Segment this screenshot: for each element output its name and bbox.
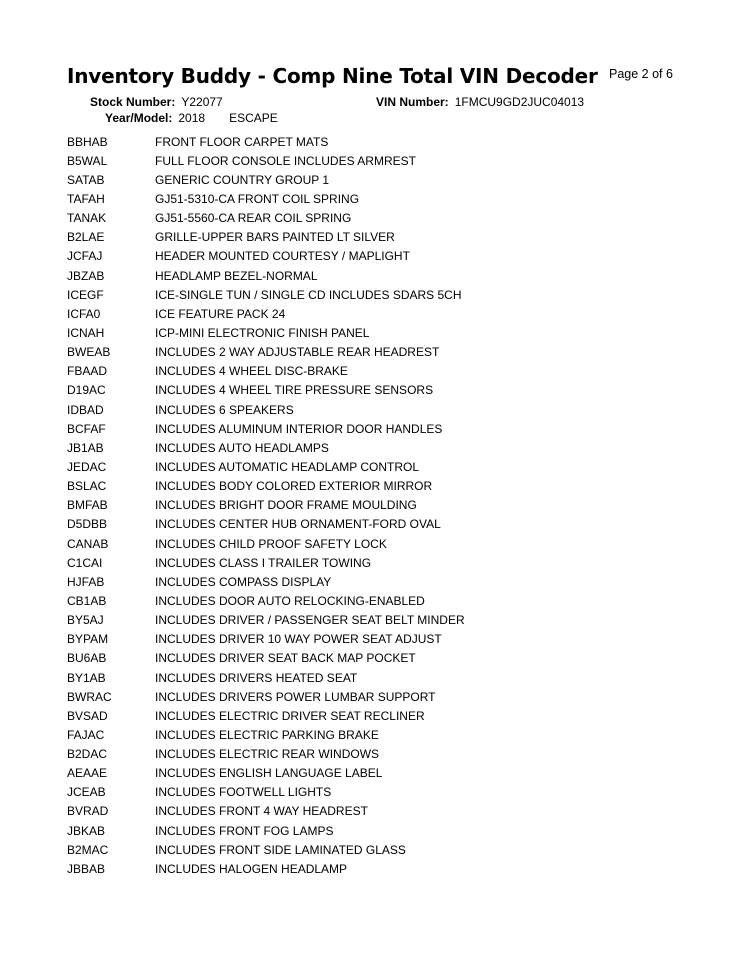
option-description: INCLUDES CLASS I TRAILER TOWING [155, 555, 372, 570]
option-code: BWEAB [67, 345, 111, 360]
option-row [67, 228, 465, 247]
option-description: INCLUDES BRIGHT DOOR FRAME MOULDING [155, 498, 417, 513]
option-code: JBKAB [67, 823, 106, 838]
option-description: ICE-SINGLE TUN / SINGLE CD INCLUDES SDARS 5CH [155, 287, 462, 302]
option-code: B2DAC [67, 747, 108, 762]
option-row [67, 611, 465, 630]
option-description: FULL FLOOR CONSOLE INCLUDES ARMREST [155, 153, 416, 168]
option-code: B2LAE [67, 230, 105, 245]
option-row [67, 477, 465, 496]
option-description: INCLUDES ELECTRIC REAR WINDOWS [155, 747, 380, 762]
option-row [67, 649, 465, 668]
option-code: JCEAB [67, 785, 106, 800]
option-code: B5WAL [67, 153, 108, 168]
stock-number [90, 95, 223, 109]
option-code: HJFAB [67, 574, 105, 589]
option-description: HEADLAMP BEZEL-NORMAL [155, 268, 318, 283]
option-row [67, 438, 465, 457]
option-row [67, 151, 465, 170]
option-row [67, 247, 465, 266]
option-description: INCLUDES DRIVERS POWER LUMBAR SUPPORT [155, 689, 436, 704]
vin-number-value: 1FMCU9GD2JUC04013 [454, 95, 585, 109]
option-description: INCLUDES FRONT 4 WAY HEADREST [155, 804, 368, 819]
option-row [67, 323, 465, 342]
option-row [67, 725, 465, 744]
option-row [67, 706, 465, 725]
option-code: BWRAC [67, 689, 112, 704]
option-row [67, 496, 465, 515]
option-description: INCLUDES 6 SPEAKERS [155, 402, 294, 417]
option-code: BYPAM [67, 632, 109, 647]
option-description: INCLUDES CHILD PROOF SAFETY LOCK [155, 536, 387, 551]
option-row [67, 534, 465, 553]
option-row [67, 400, 465, 419]
option-code: D19AC [67, 383, 106, 398]
option-code: BY1AB [67, 670, 106, 685]
option-row [67, 840, 465, 859]
option-row [67, 285, 465, 304]
option-row [67, 457, 465, 476]
option-row [67, 381, 465, 400]
option-description: INCLUDES DRIVER / PASSENGER SEAT BELT MINDER [155, 613, 465, 628]
option-description: GJ51-5560-CA REAR COIL SPRING [155, 211, 352, 226]
model-value: ESCAPE [229, 111, 278, 125]
year-value: 2018 [178, 111, 206, 125]
option-code: CANAB [67, 536, 109, 551]
option-description: INCLUDES ENGLISH LANGUAGE LABEL [155, 766, 383, 781]
option-code: TAFAH [67, 191, 105, 206]
option-description: GENERIC COUNTRY GROUP 1 [155, 172, 330, 187]
option-code: ICNAH [67, 325, 105, 340]
option-code: BCFAF [67, 421, 106, 436]
option-code: BBHAB [67, 134, 108, 149]
option-description: INCLUDES HALOGEN HEADLAMP [155, 861, 348, 876]
option-description: INCLUDES AUTOMATIC HEADLAMP CONTROL [155, 459, 420, 474]
option-description: ICP-MINI ELECTRONIC FINISH PANEL [155, 325, 370, 340]
option-row [67, 668, 465, 687]
option-code-list [67, 132, 465, 878]
option-row [67, 630, 465, 649]
option-code: ICEGF [67, 287, 104, 302]
option-code: JEDAC [67, 459, 107, 474]
option-code: BMFAB [67, 498, 108, 513]
option-description: INCLUDES DRIVER 10 WAY POWER SEAT ADJUST [155, 632, 442, 647]
vin-number-label: VIN Number: [376, 95, 449, 109]
option-code: SATAB [67, 172, 105, 187]
option-code: BY5AJ [67, 613, 104, 628]
option-description: INCLUDES 4 WHEEL TIRE PRESSURE SENSORS [155, 383, 434, 398]
option-description: INCLUDES BODY COLORED EXTERIOR MIRROR [155, 479, 433, 494]
option-code: JCFAJ [67, 249, 103, 264]
option-description: INCLUDES ALUMINUM INTERIOR DOOR HANDLES [155, 421, 443, 436]
option-row [67, 687, 465, 706]
option-row [67, 304, 465, 323]
option-row [67, 132, 465, 151]
stock-number-label: Stock Number: [90, 95, 176, 109]
stock-number-value: Y22077 [181, 95, 223, 109]
option-code: JBZAB [67, 268, 105, 283]
option-description: INCLUDES FRONT SIDE LAMINATED GLASS [155, 842, 406, 857]
option-row [67, 745, 465, 764]
option-description: INCLUDES COMPASS DISPLAY [155, 574, 332, 589]
vin-number [376, 95, 584, 109]
option-row [67, 859, 465, 878]
option-code: C1CAI [67, 555, 103, 570]
option-row [67, 266, 465, 285]
option-code: TANAK [67, 211, 107, 226]
option-description: INCLUDES 4 WHEEL DISC-BRAKE [155, 364, 348, 379]
option-description: INCLUDES AUTO HEADLAMPS [155, 440, 329, 455]
option-description: INCLUDES DRIVER SEAT BACK MAP POCKET [155, 651, 416, 666]
option-code: JB1AB [67, 440, 104, 455]
option-code: BVSAD [67, 708, 108, 723]
option-description: HEADER MOUNTED COURTESY / MAPLIGHT [155, 249, 410, 264]
option-row [67, 419, 465, 438]
option-row [67, 189, 465, 208]
option-code: ICFA0 [67, 306, 101, 321]
option-code: BSLAC [67, 479, 107, 494]
option-code: BU6AB [67, 651, 107, 666]
option-code: D5DBB [67, 517, 108, 532]
option-row [67, 591, 465, 610]
option-description: FRONT FLOOR CARPET MATS [155, 134, 329, 149]
option-row [67, 209, 465, 228]
page-indicator: Page 2 of 6 [609, 67, 673, 81]
option-code: BVRAD [67, 804, 109, 819]
option-row [67, 553, 465, 572]
option-description: INCLUDES FRONT FOG LAMPS [155, 823, 334, 838]
option-description: INCLUDES DRIVERS HEATED SEAT [155, 670, 358, 685]
option-code: FAJAC [67, 727, 105, 742]
option-description: INCLUDES ELECTRIC PARKING BRAKE [155, 727, 379, 742]
option-row [67, 821, 465, 840]
option-description: GRILLE-UPPER BARS PAINTED LT SILVER [155, 230, 395, 245]
option-code: CB1AB [67, 593, 107, 608]
option-description: INCLUDES DOOR AUTO RELOCKING-ENABLED [155, 593, 425, 608]
option-description: INCLUDES ELECTRIC DRIVER SEAT RECLINER [155, 708, 425, 723]
option-row [67, 572, 465, 591]
option-code: AEAAE [67, 766, 108, 781]
option-row [67, 362, 465, 381]
option-description: ICE FEATURE PACK 24 [155, 306, 286, 321]
option-description: INCLUDES CENTER HUB ORNAMENT-FORD OVAL [155, 517, 441, 532]
option-code: B2MAC [67, 842, 109, 857]
option-code: FBAAD [67, 364, 108, 379]
year-model-label: Year/Model: [105, 111, 173, 125]
option-code: IDBAD [67, 402, 104, 417]
option-description: INCLUDES FOOTWELL LIGHTS [155, 785, 332, 800]
option-row [67, 764, 465, 783]
document-title: Inventory Buddy - Comp Nine Total VIN Decoder [67, 64, 598, 88]
option-row [67, 515, 465, 534]
option-description: INCLUDES 2 WAY ADJUSTABLE REAR HEADREST [155, 345, 440, 360]
option-description: GJ51-5310-CA FRONT COIL SPRING [155, 191, 360, 206]
year-model [105, 111, 278, 125]
option-row [67, 170, 465, 189]
option-row [67, 783, 465, 802]
option-row [67, 343, 465, 362]
option-code: JBBAB [67, 861, 106, 876]
option-row [67, 802, 465, 821]
